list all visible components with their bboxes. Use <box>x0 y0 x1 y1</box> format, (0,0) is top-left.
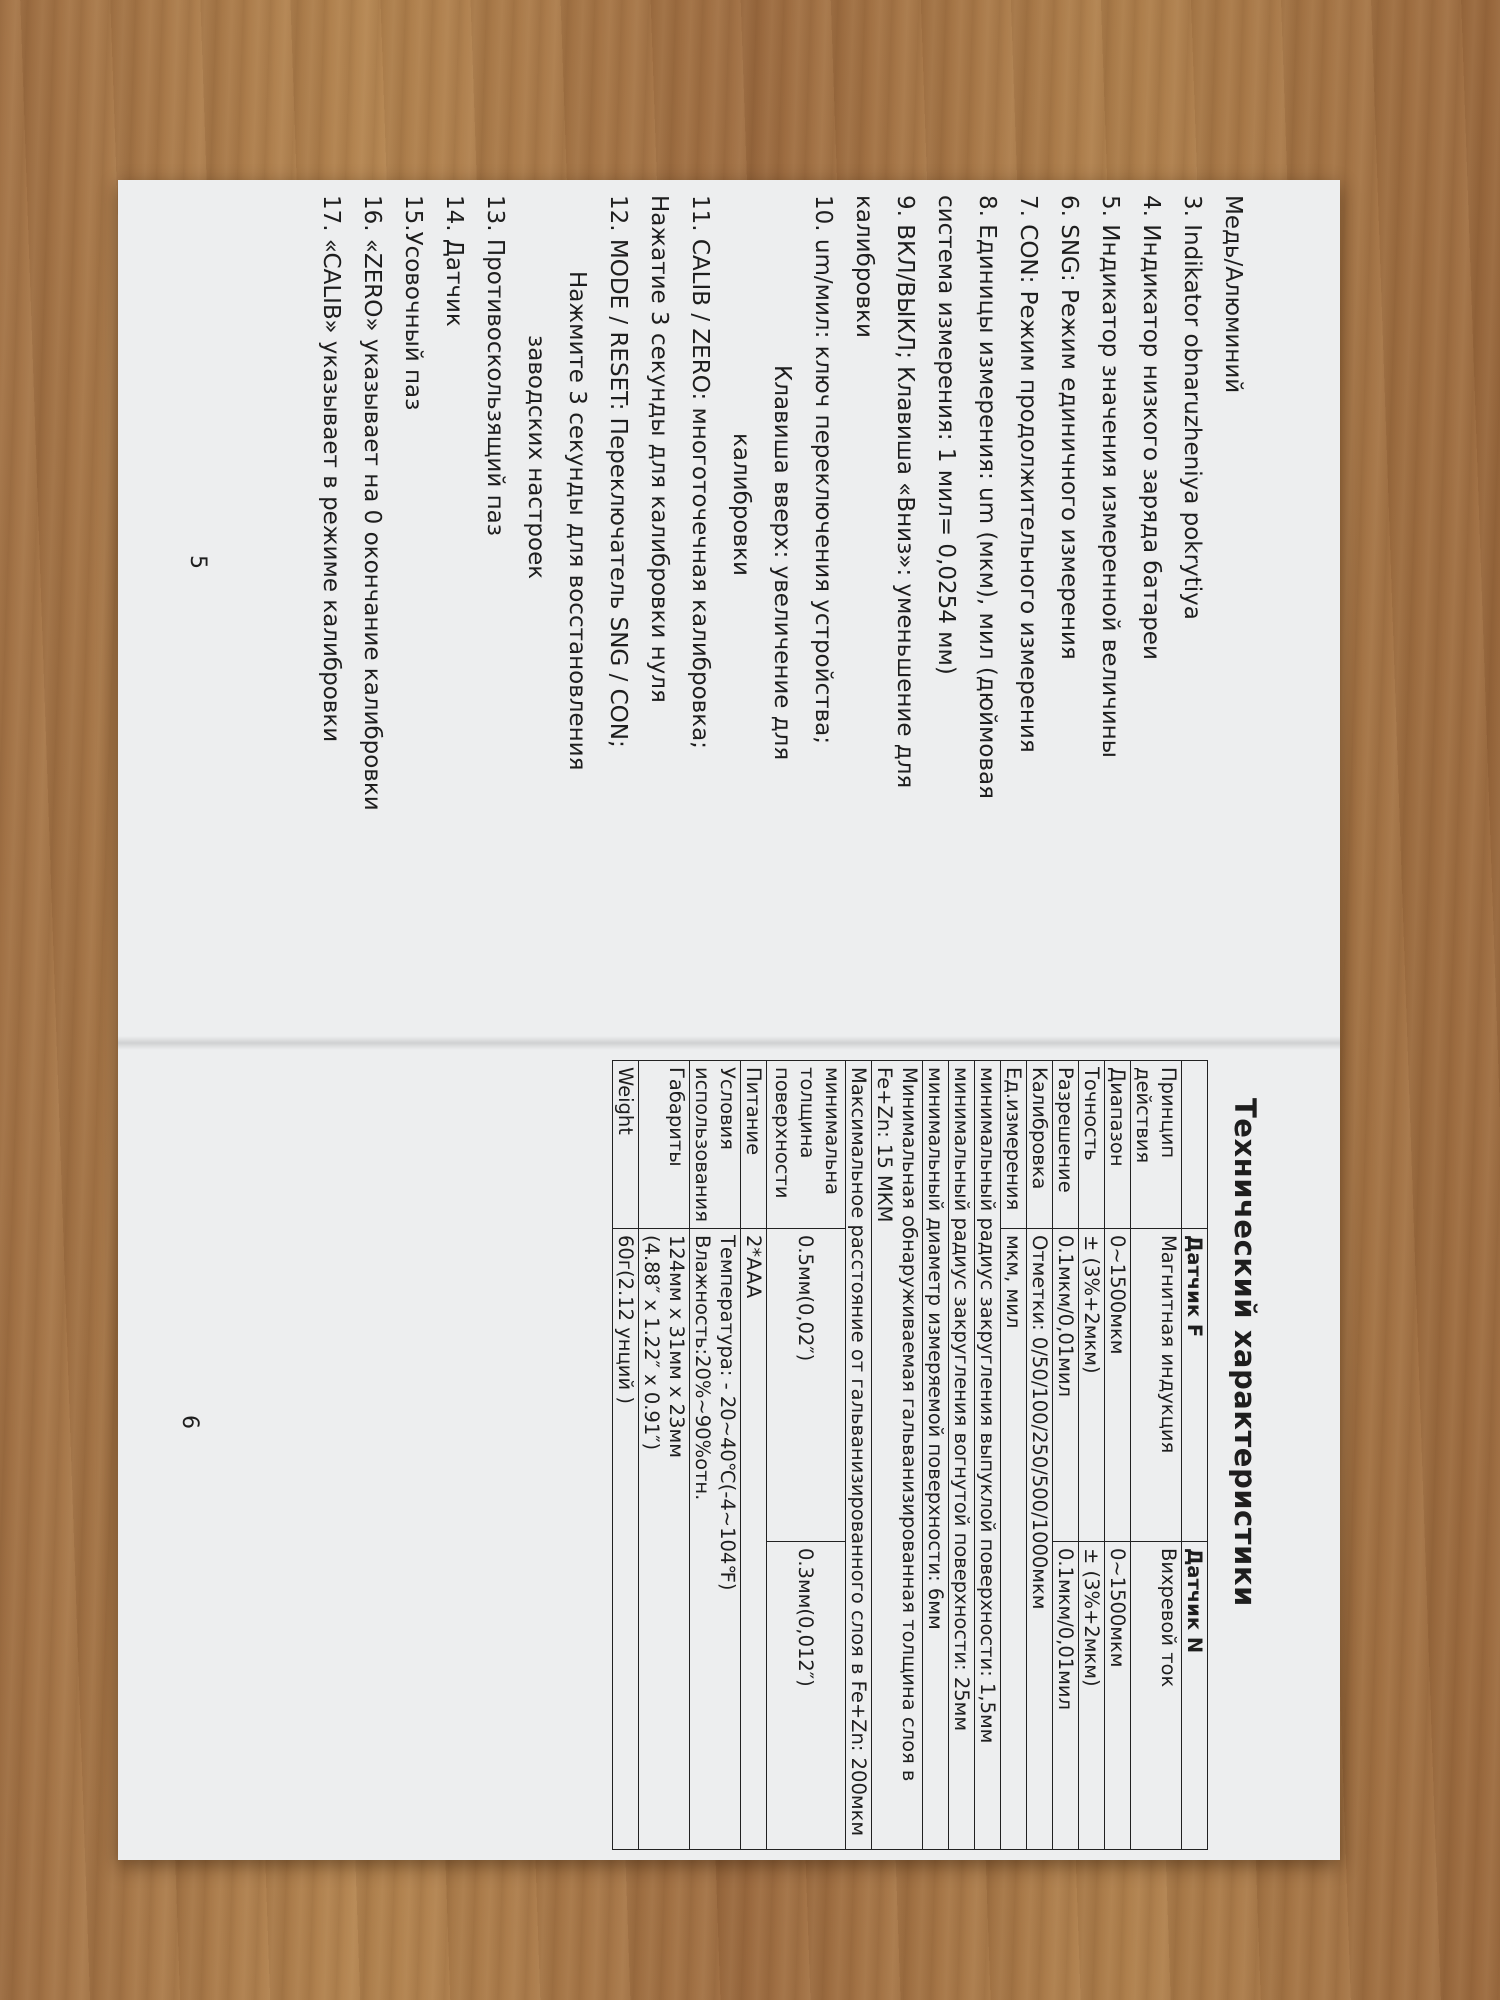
table-row <box>923 1061 949 1850</box>
table-header-row <box>1182 1061 1208 1850</box>
cell-wide: минимальный диаметр измеряемой поверхности: 6мм <box>923 1061 949 1850</box>
cell-f: 0~1500мкм <box>1105 1228 1131 1541</box>
spec-table <box>612 1060 1208 1850</box>
page-number-6: 6 <box>177 1415 202 1429</box>
list-item-13: 13. Противоскользящий паз <box>482 195 508 536</box>
cell-value: 60г(2.12 унций ) <box>613 1228 639 1849</box>
list-item-8: 8. Единицы измерения: um (мкм), мил (дюймовая <box>974 195 1000 799</box>
cell-f: ± (3%+2мкм) <box>1079 1228 1105 1541</box>
row-label: Ед.измерения <box>1001 1061 1027 1229</box>
cell-wide: минимальный радиус закругления вогнутой поверхности: 25мм <box>949 1061 975 1850</box>
cell-value: мкм, мил <box>1001 1228 1027 1849</box>
list-item-17: 17. «CALIB» указывает в режиме калибровки <box>318 195 344 743</box>
cell-wide: Минимальная обнаруживаемая гальванизированная толщина слоя в Fe+Zn: 15 МКМ <box>872 1061 923 1850</box>
row-label: Weight <box>613 1061 639 1229</box>
list-item-9: 9. ВКЛ/ВЫКЛ; Клавиша «Вниз»: уменьшение для <box>892 195 918 789</box>
list-item-12: 12. MODE / RESET: Переключатель SNG / CON; <box>605 195 631 748</box>
list-item-12-cont: Нажмите 3 секунды для восстановления <box>564 271 590 771</box>
cell-n: 0.1мкм/0,01мил <box>1053 1541 1079 1849</box>
table-row <box>975 1061 1001 1850</box>
cell-value: Отметки: 0/50/100/250/500/1000мкм <box>1027 1228 1053 1849</box>
humidity-text: Влажность:20%~90%отн. <box>691 1234 714 1501</box>
list-item-10-cont2: калибровки <box>728 433 754 576</box>
list-item-15: 15.Усовочный паз <box>400 195 426 411</box>
table-row <box>872 1061 923 1850</box>
row-label: Калибровка <box>1027 1061 1053 1229</box>
table-row <box>1001 1061 1027 1850</box>
page-5 <box>158 195 1268 985</box>
cell-n: Вихревой ток <box>1131 1541 1182 1849</box>
table-row <box>1079 1061 1105 1850</box>
cell-value <box>690 1228 741 1849</box>
dimensions-mm: 124мм x 31мм x 23мм <box>665 1234 688 1458</box>
list-item-12-cont2: заводских настроек <box>523 335 549 580</box>
list-item-11-cont: Нажатие 3 секунды для калибровки нуля <box>646 195 672 703</box>
row-label: Условия использования <box>690 1061 741 1229</box>
table-row <box>1131 1061 1182 1850</box>
booklet-fold <box>118 1036 1340 1050</box>
cell-f: 0.1мкм/0,01мил <box>1053 1228 1079 1541</box>
cell-n: ± (3%+2мкм) <box>1079 1541 1105 1849</box>
table-row <box>639 1061 690 1850</box>
list-item-3: 3. Indikator obnaruzheniya pokrytiya <box>1179 195 1205 620</box>
table-row <box>767 1061 846 1850</box>
temperature-text: Температура: - 20~40℃(-4~104℉) <box>716 1234 739 1591</box>
table-row <box>741 1061 767 1850</box>
cell-value <box>639 1228 690 1849</box>
cell-n: 0~1500мкм <box>1105 1541 1131 1849</box>
cell-f: Магнитная индукция <box>1131 1228 1182 1541</box>
list-item-7: 7. CON: Режим продолжительного измерения <box>1015 195 1041 753</box>
list-item-9-cont: калибровки <box>851 195 877 338</box>
row-label: Принцип действия <box>1131 1061 1182 1229</box>
row-label: Диапазон <box>1105 1061 1131 1229</box>
table-row <box>690 1061 741 1850</box>
list-item-10-cont: Клавиша вверх: увеличение для <box>769 365 795 761</box>
page-title: Технический характеристики <box>1228 1098 1262 1607</box>
row-label: Питание <box>741 1061 767 1229</box>
row-label: минимальна толщина поверхности <box>767 1061 846 1229</box>
cell-wide: Максимальное расстояние от гальванизированного слоя в Fe+Zn: 200мкм <box>846 1061 872 1850</box>
list-item-6: 6. SNG: Режим единичного измерения <box>1056 195 1082 660</box>
table-header-sensor-n: Датчик N <box>1182 1541 1208 1849</box>
table-row <box>846 1061 872 1850</box>
table-row <box>1105 1061 1131 1850</box>
row-label: Габариты <box>639 1061 690 1229</box>
list-item-10: 10. um/мил: ключ переключения устройства; <box>810 195 836 745</box>
list-item-8-cont: система измерения: 1 мил= 0,0254 мм) <box>933 195 959 675</box>
cell-wide: минимальный радиус закругления выпуклой поверхности: 1,5мм <box>975 1061 1001 1850</box>
row-label: Точность <box>1079 1061 1105 1229</box>
table-header-sensor-f: Датчик F <box>1182 1228 1208 1541</box>
cell-n: 0.3мм(0,012″) <box>767 1541 846 1849</box>
list-item-5: 5. Индикатор значения измеренной величины <box>1097 195 1123 758</box>
list-item-14: 14. Датчик <box>441 195 467 327</box>
table-header-empty <box>1182 1061 1208 1229</box>
cell-value: 2*AAA <box>741 1228 767 1849</box>
table-row <box>613 1061 639 1850</box>
row-label: Разрешение <box>1053 1061 1079 1229</box>
page-number-5: 5 <box>185 555 210 569</box>
list-item-16: 16. «ZERO» указывает на 0 окончание калибровки <box>359 195 385 811</box>
dimensions-inch: (4.88″ x 1.22″ x 0.91″) <box>640 1234 663 1451</box>
page-6 <box>170 1060 1270 1850</box>
table-row <box>1027 1061 1053 1850</box>
list-line: Медь/Алюминий <box>1220 195 1246 394</box>
list-item-11: 11. CALIB / ZERO: многоточечная калибровка; <box>687 195 713 749</box>
table-row <box>949 1061 975 1850</box>
list-item-4: 4. Индикатор низкого заряда батареи <box>1138 195 1164 660</box>
table-row <box>1053 1061 1079 1850</box>
cell-f: 0.5мм(0,02″) <box>767 1228 846 1541</box>
